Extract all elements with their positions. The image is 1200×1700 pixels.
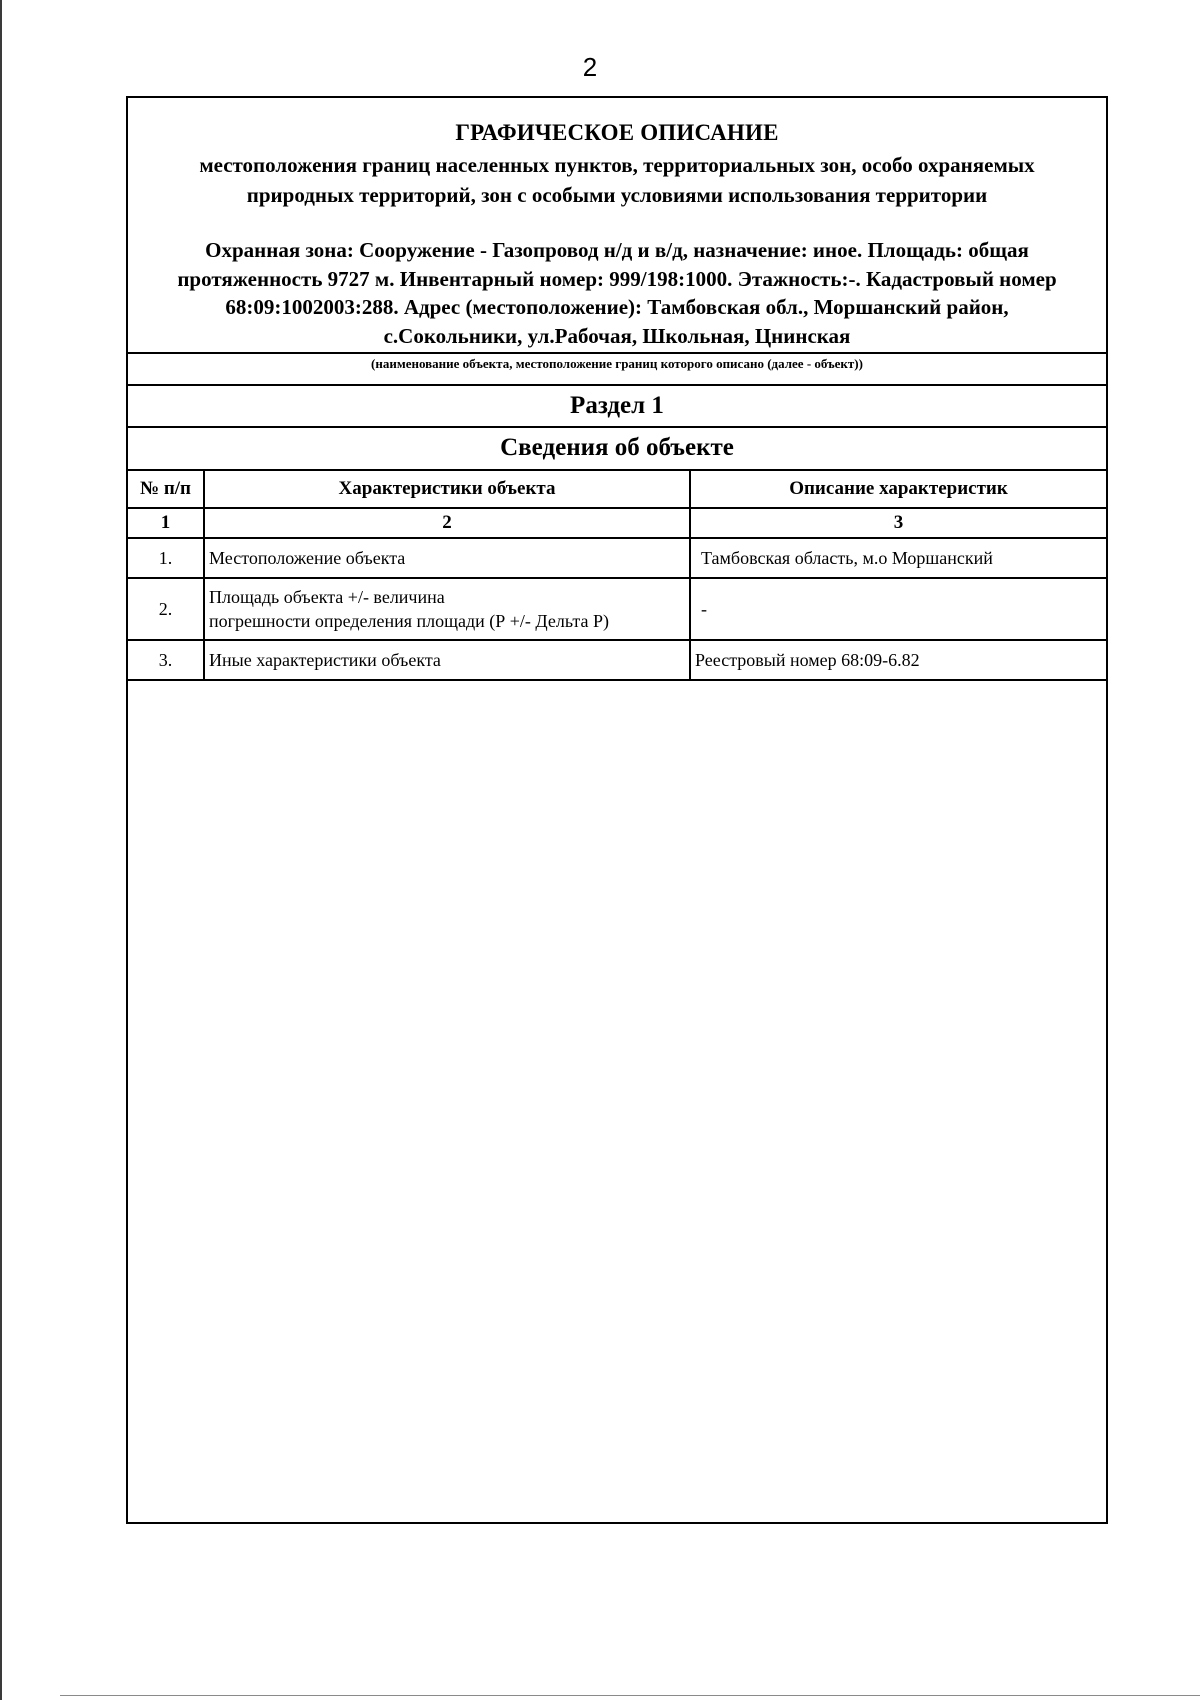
object-description-line: протяженность 9727 м. Инвентарный номер: 999/198:1000. Этажность:-. Кадастровый номер — [177, 266, 1057, 291]
row-characteristic-line: погрешности определения площади (Р +/- Дельта Р) — [209, 611, 609, 631]
object-description-line: с.Сокольники, ул.Рабочая, Школьная, Цнинская — [383, 323, 851, 348]
row-index: 2. — [128, 578, 204, 640]
column-header-description: Описание характеристик — [690, 470, 1106, 508]
subtitle-line: природных территорий, зон с особыми условиями использования территории — [246, 183, 988, 207]
document-frame — [126, 96, 1108, 1524]
document-subtitle — [148, 150, 1086, 210]
column-header-index: № п/п — [128, 470, 204, 508]
section-title: Раздел 1 — [570, 392, 664, 419]
row-index: 1. — [128, 538, 204, 578]
table-row — [128, 640, 1106, 680]
table-header-row — [128, 470, 1106, 508]
column-number: 1 — [128, 508, 204, 538]
row-description: Реестровый номер 68:09-6.82 — [690, 640, 1106, 680]
row-characteristic — [204, 578, 690, 640]
table-column-number-row — [128, 508, 1106, 538]
row-index: 3. — [128, 640, 204, 680]
row-description: - — [690, 578, 1106, 640]
object-info-table — [128, 469, 1106, 681]
page-number: 2 — [582, 52, 598, 82]
object-caption: (наименование объекта, местоположение границ которого описано (далее - объект)) — [371, 356, 863, 371]
object-description-line: 68:09:1002003:288. Адрес (местоположение): Тамбовская обл., Моршанский район, — [225, 295, 1009, 319]
document-header — [128, 98, 1106, 352]
scan-edge-left — [0, 0, 2, 1700]
column-number: 2 — [204, 508, 690, 538]
scan-edge-bottom — [60, 1695, 1200, 1696]
column-header-characteristic: Характеристики объекта — [204, 470, 690, 508]
row-description: Тамбовская область, м.о Моршанский — [690, 538, 1106, 578]
object-description-line: Охранная зона: Сооружение - Газопровод н/д и в/д, назначение: иное. Площадь: общая — [205, 238, 1029, 262]
row-characteristic: Местоположение объекта — [204, 538, 690, 578]
subtitle-line: местоположения границ населенных пунктов, территориальных зон, особо охраняемых — [199, 153, 1035, 177]
table-row — [128, 538, 1106, 578]
document-title: ГРАФИЧЕСКОЕ ОПИСАНИЕ — [455, 120, 779, 145]
row-characteristic: Иные характеристики объекта — [204, 640, 690, 680]
table-row — [128, 578, 1106, 640]
row-characteristic-line: Площадь объекта +/- величина — [209, 587, 445, 607]
object-description — [128, 236, 1106, 350]
section-subtitle: Сведения об объекте — [500, 434, 734, 461]
column-number: 3 — [690, 508, 1106, 538]
